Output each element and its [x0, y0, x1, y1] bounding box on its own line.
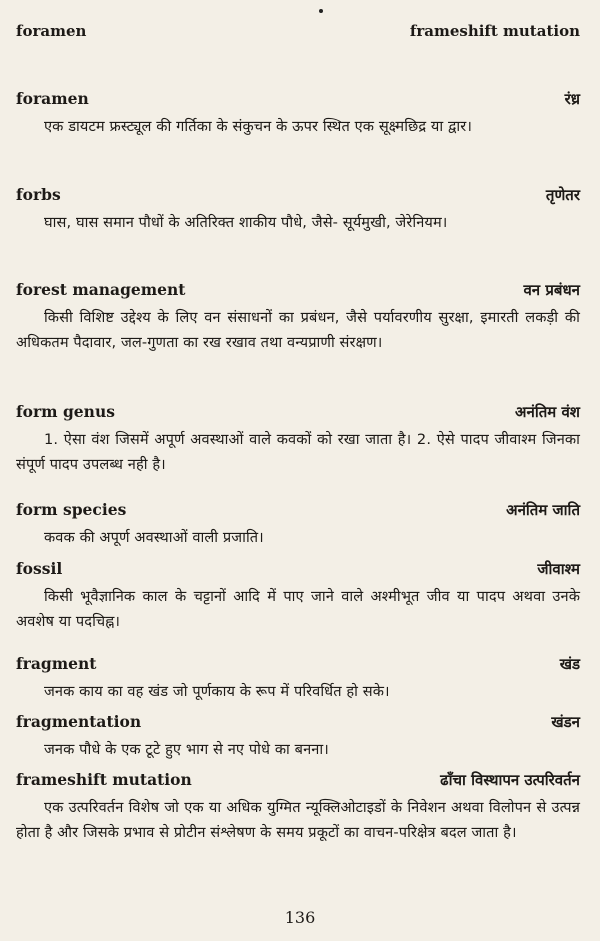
entry-definition: 1. ऐसा वंश जिसमें अपूर्ण अवस्थाओं वाले कवकों को रखा जाता है। 2. ऐसे पादप जीवाश्म जिनका संपूर्ण पादप उपलब्ध नही है। — [16, 431, 580, 473]
entry-heading — [16, 401, 580, 423]
right-guide-word: frameshift mutation — [409, 22, 580, 40]
entry-forest-management — [16, 279, 580, 401]
entry-heading — [16, 558, 580, 580]
entry-definition: किसी विशिष्ट उद्देश्य के लिए वन संसाधनों का प्रबंधन, जैसे पर्यावरणीय सुरक्षा, इमारती लकड़ी की अधिकतम पैदावार, जल-गुणता का रख रखाव तथा वन्यप्राणी संरक्षण। — [16, 309, 580, 351]
ink-dot — [319, 9, 323, 13]
entry-translation: तृणेतर — [545, 186, 580, 204]
entry-foramen — [16, 88, 580, 184]
entry-term: foramen — [16, 89, 89, 108]
left-guide-word: foramen — [16, 22, 87, 40]
entry-heading — [16, 653, 580, 675]
page-header — [16, 22, 580, 40]
entry-translation: अनंतिम जाति — [506, 501, 580, 519]
entry-definition: कवक की अपूर्ण अवस्थाओं वाली प्रजाति। — [44, 529, 264, 546]
entry-term: frameshift mutation — [16, 770, 192, 789]
entry-term: forest management — [16, 280, 186, 299]
entry-term: fragmentation — [16, 712, 142, 731]
entry-translation: जीवाश्म — [537, 560, 580, 578]
entry-fragmentation — [16, 711, 580, 769]
entry-definition: जनक काय का वह खंड जो पूर्णकाय के रूप में परिवर्धित हो सके। — [44, 683, 390, 700]
entry-term: fossil — [16, 559, 63, 578]
entry-term: forbs — [16, 185, 61, 204]
entry-definition: किसी भूवैज्ञानिक काल के चट्टानों आदि में पाए जाने वाले अश्मीभूत जीव या पादप अथवा उनके अवशेष या पदचिह्न। — [16, 588, 580, 630]
entry-definition: जनक पौधे के एक टूटे हुए भाग से नए पोधे का बनना। — [44, 741, 329, 758]
entry-forbs — [16, 184, 580, 279]
entry-heading — [16, 769, 580, 791]
entry-translation: खंड — [559, 655, 580, 673]
page-number: 136 — [284, 908, 316, 927]
entry-frameshift-mutation — [16, 769, 580, 845]
entry-definition: एक डायटम फ्रस्ट्यूल की गर्तिका के संकुचन के ऊपर स्थित एक सूक्ष्मछिद्र या द्वार। — [44, 118, 472, 135]
entry-translation: अनंतिम वंश — [515, 403, 580, 421]
entry-fossil — [16, 558, 580, 653]
entry-term: form genus — [16, 402, 115, 421]
entry-heading — [16, 279, 580, 301]
entry-translation: वन प्रबंधन — [523, 281, 580, 299]
entry-translation: रंध्र — [564, 90, 580, 108]
entry-heading — [16, 184, 580, 206]
entry-heading — [16, 88, 580, 110]
entry-form-genus — [16, 401, 580, 499]
entry-term: fragment — [16, 654, 97, 673]
entry-translation: खंडन — [551, 713, 580, 731]
entry-translation: ढाँचा विस्थापन उत्परिवर्तन — [440, 771, 580, 789]
entry-fragment — [16, 653, 580, 711]
entry-definition: एक उत्परिवर्तन विशेष जो एक या अधिक युग्मित न्यूक्लिओटाइडों के निवेशन अथवा विलोपन से उत्पन्न होता है और जिसके प्रभाव से प्रोटीन संश्लेषण के समय प्रकूटों का वाचन-परिक्षेत्र बदल जाता है। — [16, 799, 580, 841]
entry-definition: घास, घास समान पौधों के अतिरिक्त शाकीय पौधे, जैसे- सूर्यमुखी, जेरेनियम। — [44, 214, 448, 231]
entry-form-species — [16, 499, 580, 558]
entry-term: form species — [16, 500, 127, 519]
entry-list — [16, 88, 580, 845]
entry-heading — [16, 711, 580, 733]
entry-heading — [16, 499, 580, 521]
